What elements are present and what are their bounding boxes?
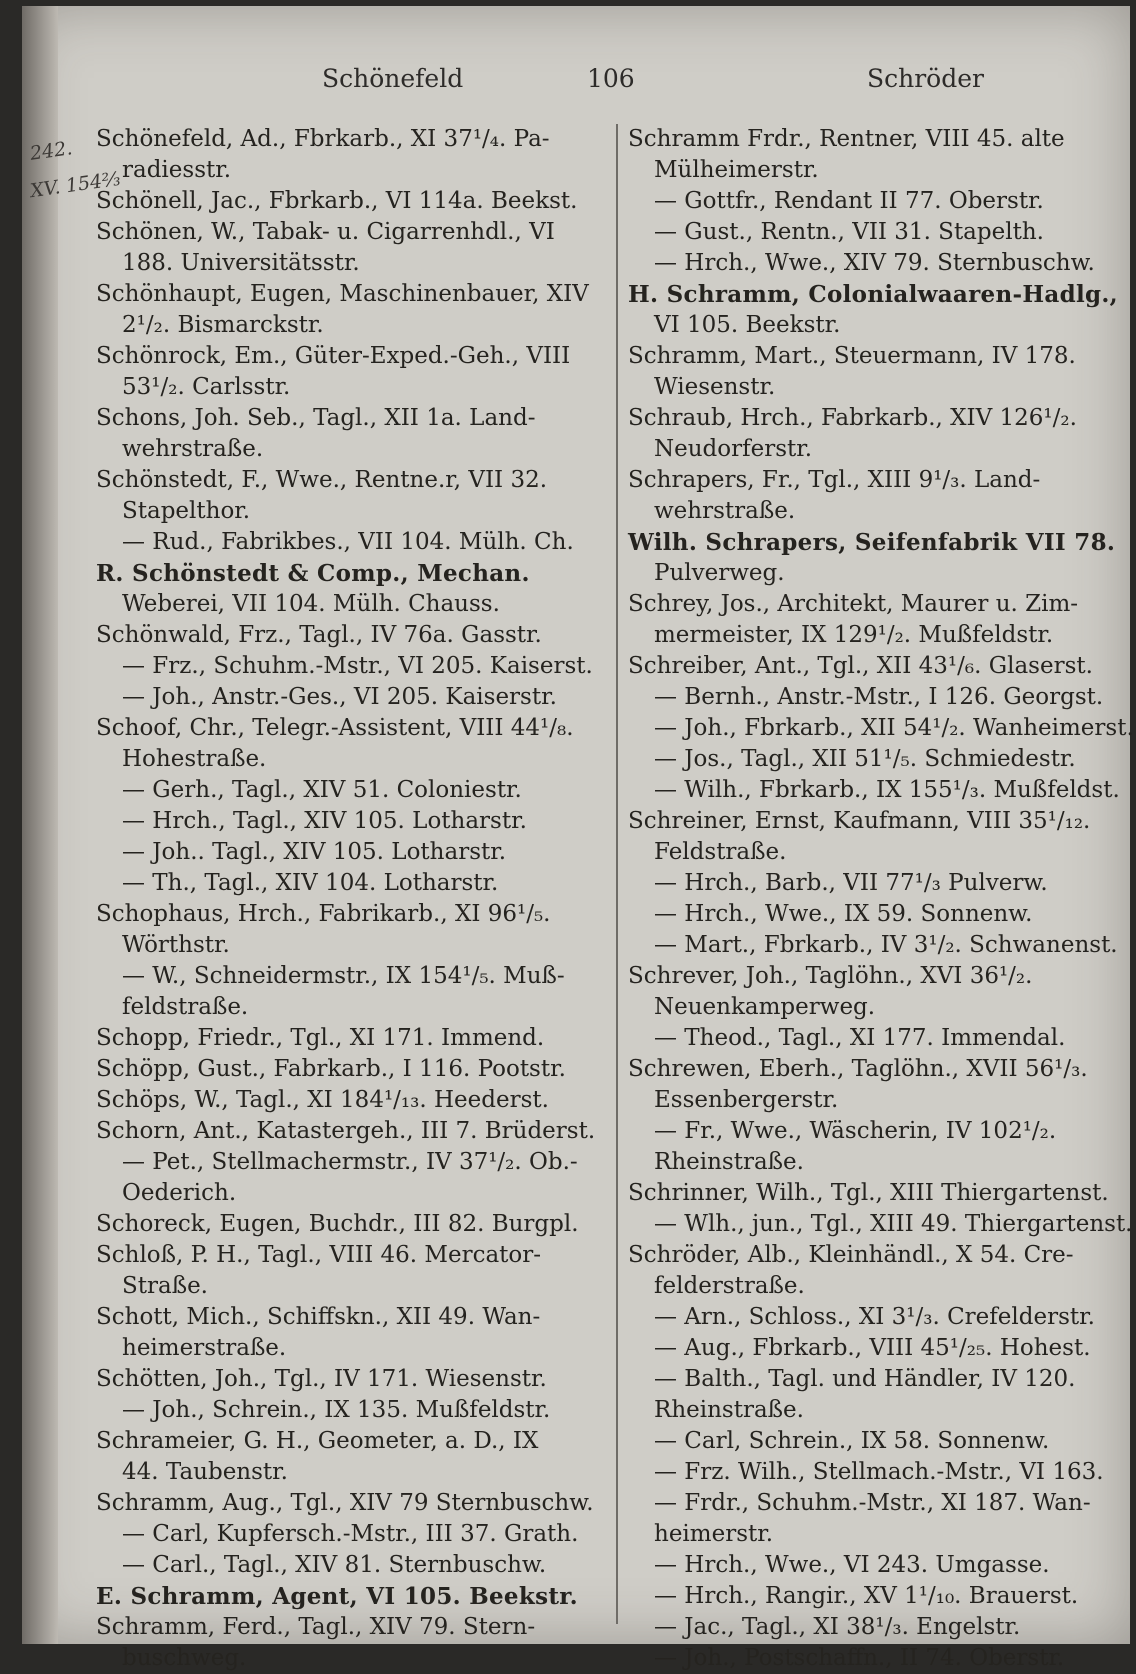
directory-entry-line: Schönefeld, Ad., Fbrkarb., XI 37¹/₄. Pa-: [96, 126, 550, 152]
directory-entry-line: — Fr., Wwe., Wäscherin, IV 102¹/₂.: [654, 1118, 1057, 1144]
directory-entry-line: Oederich.: [122, 1180, 237, 1206]
directory-entry-line: buschweg.: [122, 1645, 247, 1671]
directory-entry-line: H. Schramm, Colonialwaaren-Hadlg.,: [628, 281, 1118, 308]
directory-entry-line: — Jac., Tagl., XI 38¹/₃. Engelstr.: [654, 1614, 1021, 1640]
directory-entry-line: radiesstr.: [122, 157, 232, 183]
directory-entry-line: Schönrock, Em., Güter-Exped.-Geh., VIII: [96, 343, 571, 369]
directory-entry-line: felderstraße.: [654, 1273, 805, 1299]
header-left-keyword: Schönefeld: [322, 64, 464, 93]
left-column: [96, 124, 610, 1674]
directory-entry-line: — Theod., Tagl., XI 177. Immendal.: [654, 1025, 1066, 1051]
header-right-keyword: Schröder: [867, 64, 984, 93]
directory-entry-line: mermeister, IX 129¹/₂. Mußfeldstr.: [654, 622, 1054, 648]
directory-entry-line: Schöps, W., Tagl., XI 184¹/₁₃. Heederst.: [96, 1087, 549, 1113]
directory-entry-line: Neuenkamperweg.: [654, 994, 876, 1020]
directory-entry-line: Schöpp, Gust., Fabrkarb., I 116. Pootstr.: [96, 1056, 566, 1082]
directory-entry-line: Neudorferstr.: [654, 436, 813, 462]
directory-entry-line: — Hrch., Rangir., XV 1¹/₁₀. Brauerst.: [654, 1583, 1079, 1609]
directory-entry-line: — Aug., Fbrkarb., VIII 45¹/₂₅. Hohest.: [654, 1335, 1091, 1361]
directory-entry-line: — Gottfr., Rendant II 77. Oberstr.: [654, 188, 1044, 214]
directory-entry-line: Schraub, Hrch., Fabrkarb., XIV 126¹/₂.: [628, 405, 1077, 431]
directory-entry-line: Schramm Frdr., Rentner, VIII 45. alte: [628, 126, 1065, 152]
directory-page: [22, 6, 1134, 1671]
column-divider: [616, 124, 618, 1624]
directory-entry-line: Wörthstr.: [122, 932, 230, 958]
directory-entry-line: wehrstraße.: [654, 498, 796, 524]
directory-entry-line: — Arn., Schloss., XI 3¹/₃. Crefelderstr.: [654, 1304, 1095, 1330]
directory-entry-line: Schrinner, Wilh., Tgl., XIII Thiergartenst.: [628, 1180, 1109, 1206]
directory-entry-line: Schramm, Mart., Steuermann, IV 178.: [628, 343, 1076, 369]
directory-entry-line: heimerstr.: [654, 1521, 774, 1547]
directory-entry-line: — Frz. Wilh., Stellmach.-Mstr., VI 163.: [654, 1459, 1104, 1485]
directory-entry-line: — Joh., Anstr.-Ges., VI 205. Kaiserstr.: [122, 684, 557, 710]
directory-entry-line: — Carl, Schrein., IX 58. Sonnenw.: [654, 1428, 1050, 1454]
directory-entry-line: — Mart., Fbrkarb., IV 3¹/₂. Schwanenst.: [654, 932, 1118, 958]
directory-entry-line: — Hrch., Barb., VII 77¹/₃ Pulverw.: [654, 870, 1048, 896]
directory-entry-line: Rheinstraße.: [654, 1397, 804, 1423]
directory-entry-line: Schötten, Joh., Tgl., IV 171. Wiesenstr.: [96, 1366, 547, 1392]
directory-entry-line: Hohestraße.: [122, 746, 267, 772]
directory-entry-line: Rheinstraße.: [654, 1149, 804, 1175]
directory-entry-line: — Th., Tagl., XIV 104. Lotharstr.: [122, 870, 499, 896]
directory-entry-line: — Hrch., Tagl., XIV 105. Lotharstr.: [122, 808, 527, 834]
directory-entry-line: — Wilh., Fbrkarb., IX 155¹/₃. Mußfeldst.: [654, 777, 1120, 803]
directory-entry-line: Schreiner, Ernst, Kaufmann, VIII 35¹/₁₂.: [628, 808, 1091, 834]
directory-entry-line: Schrameier, G. H., Geometer, a. D., IX: [96, 1428, 539, 1454]
directory-entry-line: — Joh., Fbrkarb., XII 54¹/₂. Wanheimerst.: [654, 715, 1134, 741]
directory-entry-line: Weberei, VII 104. Mülh. Chauss.: [122, 591, 500, 617]
directory-entry-line: — Rud., Fabrikbes., VII 104. Mülh. Ch.: [122, 529, 574, 555]
directory-entry-line: — Joh., Postschaffn., II 74. Oberstr.: [654, 1645, 1065, 1671]
directory-entry-line: 2¹/₂. Bismarckstr.: [122, 312, 324, 338]
directory-entry-line: Schramm, Aug., Tgl., XIV 79 Sternbuschw.: [96, 1490, 594, 1516]
directory-entry-line: heimerstraße.: [122, 1335, 287, 1361]
directory-entry-line: Essenbergerstr.: [654, 1087, 839, 1113]
directory-entry-line: — Bernh., Anstr.-Mstr., I 126. Georgst.: [654, 684, 1104, 710]
margin-note: 242.: [28, 137, 74, 165]
directory-entry-line: — Joh.. Tagl., XIV 105. Lotharstr.: [122, 839, 507, 865]
directory-entry-line: wehrstraße.: [122, 436, 264, 462]
book-spine-shadow: [22, 6, 58, 1644]
directory-entry-line: — Frdr., Schuhm.-Mstr., XI 187. Wan-: [654, 1490, 1091, 1516]
directory-entry-line: Schophaus, Hrch., Fabrikarb., XI 96¹/₅.: [96, 901, 551, 927]
directory-entry-line: — Gust., Rentn., VII 31. Stapelth.: [654, 219, 1044, 245]
directory-entry-line: — Jos., Tagl., XII 51¹/₅. Schmiedestr.: [654, 746, 1076, 772]
directory-entry-line: Schreiber, Ant., Tgl., XII 43¹/₆. Glaserst.: [628, 653, 1093, 679]
directory-entry-line: — Joh., Schrein., IX 135. Mußfeldstr.: [122, 1397, 551, 1423]
directory-entry-line: Schönell, Jac., Fbrkarb., VI 114a. Beekst.: [96, 188, 578, 214]
directory-entry-line: Schönwald, Frz., Tagl., IV 76a. Gasstr.: [96, 622, 542, 648]
directory-entry-line: Straße.: [122, 1273, 208, 1299]
directory-entry-line: — Carl, Kupfersch.-Mstr., III 37. Grath.: [122, 1521, 579, 1547]
right-column: [628, 124, 1134, 1674]
directory-entry-line: Schorn, Ant., Katastergeh., III 7. Brüderst.: [96, 1118, 596, 1144]
directory-entry-line: Schrever, Joh., Taglöhn., XVI 36¹/₂.: [628, 963, 1033, 989]
directory-entry-line: — Hrch., Wwe., VI 243. Umgasse.: [654, 1552, 1050, 1578]
directory-entry-line: Schönstedt, F., Wwe., Rentne.r, VII 32.: [96, 467, 548, 493]
directory-entry-line: 53¹/₂. Carlsstr.: [122, 374, 291, 400]
directory-entry-line: Schloß, P. H., Tagl., VIII 46. Mercator-: [96, 1242, 542, 1268]
directory-entry-line: Schoof, Chr., Telegr.-Assistent, VIII 44¹/₈.: [96, 715, 574, 741]
directory-entry-line: Schönen, W., Tabak- u. Cigarrenhdl., VI: [96, 219, 555, 245]
directory-entry-line: 44. Taubenstr.: [122, 1459, 288, 1485]
directory-entry-line: Feldstraße.: [654, 839, 787, 865]
directory-entry-line: Schröder, Alb., Kleinhändl., X 54. Cre-: [628, 1242, 1074, 1268]
directory-entry-line: VI 105. Beekstr.: [654, 312, 841, 338]
directory-entry-line: 188. Universitätsstr.: [122, 250, 360, 276]
directory-entry-line: — Hrch., Wwe., IX 59. Sonnenw.: [654, 901, 1033, 927]
directory-entry-line: — Frz., Schuhm.-Mstr., VI 205. Kaiserst.: [122, 653, 593, 679]
directory-entry-line: — Wlh., jun., Tgl., XIII 49. Thiergartenst.: [654, 1211, 1133, 1237]
directory-entry-line: feldstraße.: [122, 994, 249, 1020]
directory-entry-line: Schrapers, Fr., Tgl., XIII 9¹/₃. Land-: [628, 467, 1041, 493]
directory-entry-line: — Carl., Tagl., XIV 81. Sternbuschw.: [122, 1552, 547, 1578]
directory-entry-line: Schönhaupt, Eugen, Maschinenbauer, XIV: [96, 281, 589, 307]
directory-entry-line: R. Schönstedt & Comp., Mechan.: [96, 560, 530, 587]
directory-entry-line: Schrewen, Eberh., Taglöhn., XVII 56¹/₃.: [628, 1056, 1088, 1082]
directory-entry-line: Schott, Mich., Schiffskn., XII 49. Wan-: [96, 1304, 541, 1330]
directory-entry-line: — Balth., Tagl. und Händler, IV 120.: [654, 1366, 1076, 1392]
directory-entry-line: Schoreck, Eugen, Buchdr., III 82. Burgpl.: [96, 1211, 579, 1237]
margin-note: XV. 154⅔: [28, 167, 122, 203]
directory-entry-line: Schons, Joh. Seb., Tagl., XII 1a. Land-: [96, 405, 536, 431]
page-number: 106: [587, 64, 635, 93]
directory-entry-line: Schopp, Friedr., Tgl., XI 171. Immend.: [96, 1025, 545, 1051]
directory-entry-line: — Pet., Stellmachermstr., IV 37¹/₂. Ob.-: [122, 1149, 578, 1175]
directory-entry-line: — Hrch., Wwe., XIV 79. Sternbuschw.: [654, 250, 1095, 276]
directory-entry-line: Mülheimerstr.: [654, 157, 819, 183]
directory-entry-line: Wiesenstr.: [654, 374, 776, 400]
directory-entry-line: Stapelthor.: [122, 498, 251, 524]
directory-entry-line: Pulverweg.: [654, 560, 785, 586]
directory-entry-line: Schramm, Ferd., Tagl., XIV 79. Stern-: [96, 1614, 536, 1640]
directory-entry-line: E. Schramm, Agent, VI 105. Beekstr.: [96, 1583, 578, 1610]
directory-entry-line: — Gerh., Tagl., XIV 51. Coloniestr.: [122, 777, 522, 803]
directory-entry-line: Schrey, Jos., Architekt, Maurer u. Zim-: [628, 591, 1079, 617]
directory-entry-line: — W., Schneidermstr., IX 154¹/₅. Muß-: [122, 963, 565, 989]
directory-entry-line: Wilh. Schrapers, Seifenfabrik VII 78.: [628, 529, 1116, 556]
page-header: [82, 64, 1090, 100]
